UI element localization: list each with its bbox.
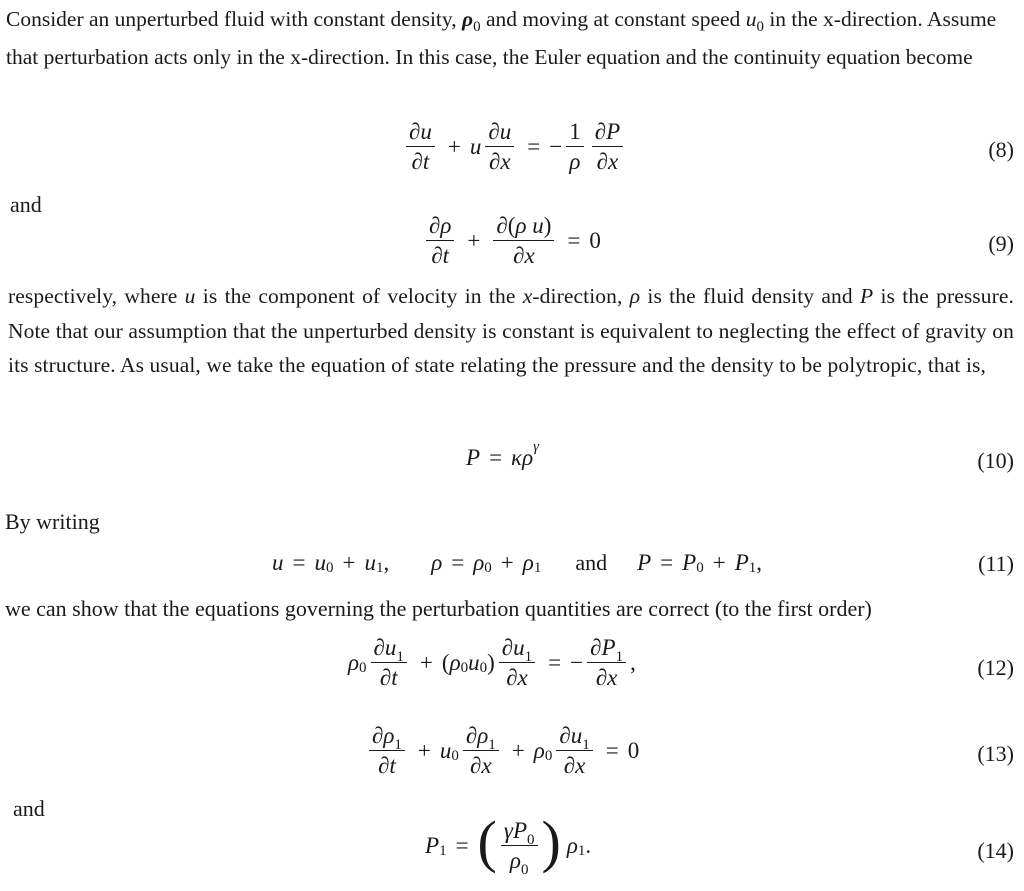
and-word-eq11: and xyxy=(575,549,608,575)
equation-10: P = κρ γ xyxy=(466,439,540,470)
and-label-1: and xyxy=(10,192,42,217)
equation-12: ρ 0 $\frac{\partial u_1}{\partial t}$ + ( ρ 0 u 0 ) $\frac{\partial u_1}{\partial x}$ = − $\frac{\partial P_1}{\partial x}$ , xyxy=(348,635,636,690)
equation-11: u = u 0 + u 1 , ρ = ρ 0 + ρ 1 and P = P 0 + P 1 , xyxy=(272,549,762,576)
by-writing-label: By writing xyxy=(5,509,100,534)
equation-number-10: (10) xyxy=(977,448,1014,473)
equation-14: P 1 = ( $\frac{\gamma P_0}{\rho_0}$ ) ρ 1 . xyxy=(425,809,592,878)
equation-9: $\frac{\partial\rho}{\partial t}$ + $\frac{\text{∂(ρ u)}}{\partial x}$ = 0 xyxy=(422,214,601,267)
equation-8: $\frac{\partial u}{\partial t}$ + u $\frac{\partial u}{\partial x}$ = − $\frac{1}{\rho}$ $\frac{\partial P}{\partial x}$ xyxy=(402,120,627,173)
intro-paragraph: Consider an unperturbed fluid with constant density, $\rho_0$ and moving at constant speed $u_0$ in the x-direction. Assume that perturbation acts only in the x-direction. In this case, the Euler equation and the continuity equation become xyxy=(6,7,997,69)
respectively-paragraph: respectively, where u is the component of velocity in the x-direction, ρ is the fluid density and P is the pressure. Note that our assumption that the unperturbed density is constant is equivalent to neglecting the effect of gravity on its structure. As usual, we take the equation of state relating the pressure and the density to be polytropic, that is, xyxy=(8,284,1015,377)
equation-number-12: (12) xyxy=(977,655,1014,680)
perturbation-statement: we can show that the equations governing the perturbation quantities are correct (to the first order) xyxy=(5,596,872,621)
and-label-2: and xyxy=(13,796,45,821)
equation-number-9: (9) xyxy=(988,231,1014,256)
equation-number-8: (8) xyxy=(988,137,1014,162)
equation-number-13: (13) xyxy=(977,741,1014,766)
equation-number-14: (14) xyxy=(977,838,1014,863)
equation-number-11: (11) xyxy=(978,551,1014,576)
equation-13: $\frac{\partial\rho_1}{\partial t}$ + u 0 $\frac{\partial\rho_1}{\partial x}$ + ρ 0 $\frac{\partial u_1}{\partial x}$ = 0 xyxy=(365,724,639,777)
